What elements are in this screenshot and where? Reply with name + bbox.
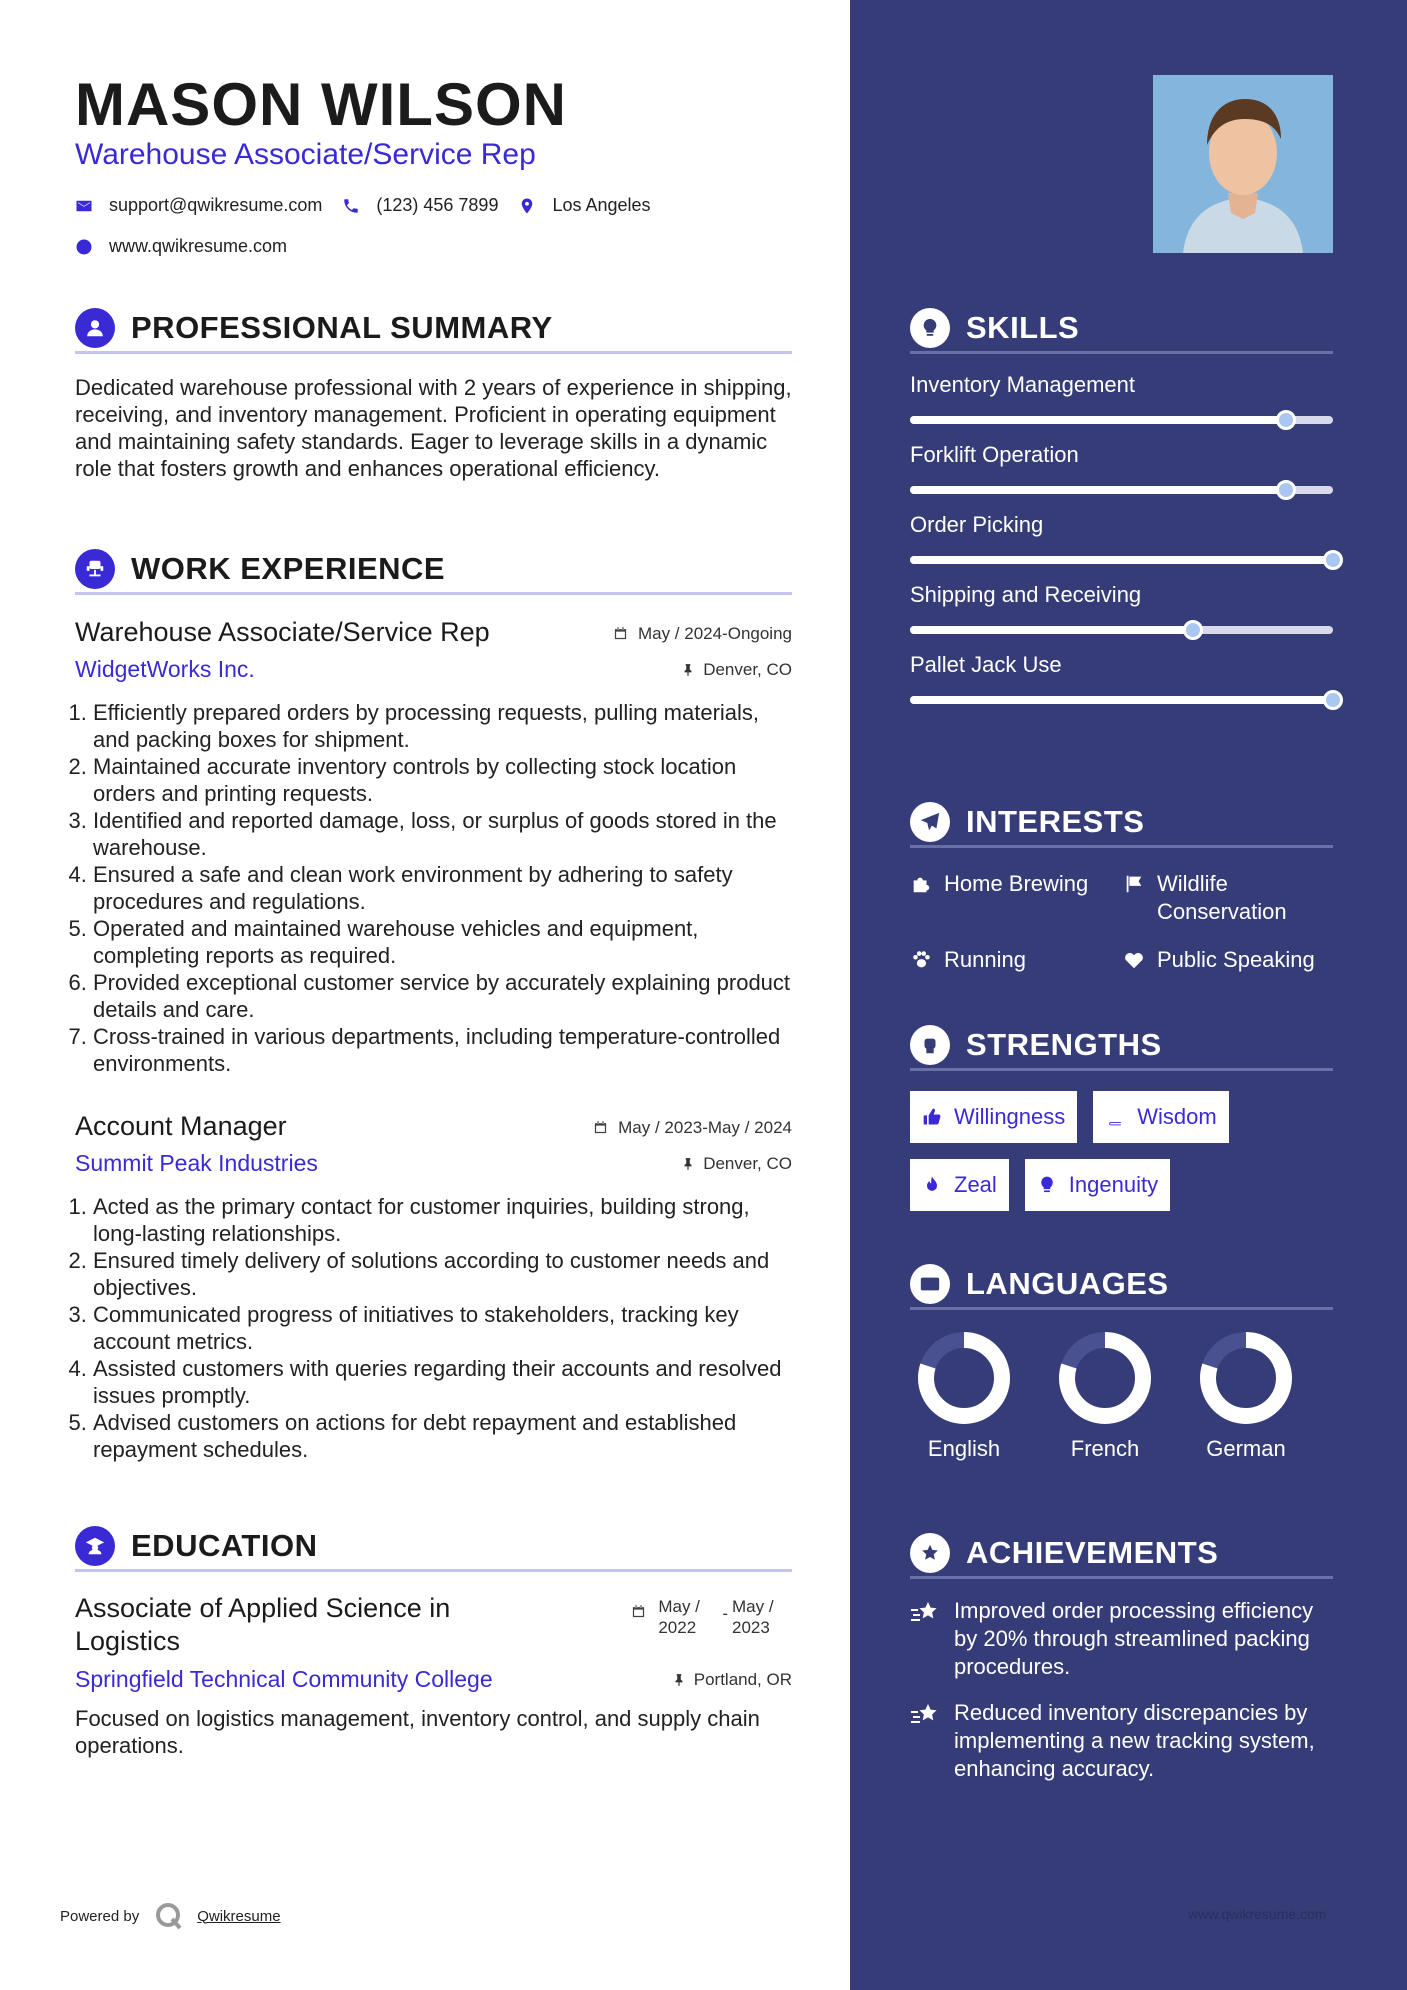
map-pin-icon [518, 197, 536, 215]
job-title: Warehouse Associate/Service Rep [75, 617, 490, 647]
qwikresume-logo-icon [155, 1902, 183, 1930]
summary-text: Dedicated warehouse professional with 2 years of experience in shipping, receiving, and inventory management. Proficient in operating equipment and maintaining safety standards. Eager to leverage skills in a dynamic role that fosters growth and enhances operational efficiency. [75, 375, 792, 481]
skill-level-marker [1276, 480, 1296, 500]
strength-tag: Wisdom [1093, 1091, 1228, 1143]
education-date-separator: - [722, 1604, 728, 1623]
achievements-title: ACHIEVEMENTS [966, 1534, 1219, 1570]
lightbulb-icon [910, 308, 950, 348]
email-text: support@qwikresume.com [109, 195, 323, 215]
duty-item: 5. Operated and maintained warehouse vehicles and equipment, completing reports as required. [93, 915, 792, 969]
languages-section [910, 1266, 1333, 1462]
calendar-icon [613, 626, 628, 641]
strength-tag: Willingness [910, 1091, 1077, 1143]
sidebar [850, 0, 1407, 1990]
calendar-icon [593, 1120, 608, 1135]
language-ring [1198, 1330, 1294, 1426]
location-item [518, 195, 650, 216]
languages-title: LANGUAGES [966, 1265, 1169, 1301]
star-badge-icon [910, 1533, 950, 1573]
duty-item: 1. Acted as the primary contact for customer inquiries, building strong, long-lasting relationships. [93, 1193, 792, 1247]
skill-bar [910, 626, 1333, 634]
interests-title: INTERESTS [966, 803, 1145, 839]
strengths-section [910, 1027, 1333, 1211]
job-title: Account Manager [75, 1111, 287, 1141]
translate-icon [910, 1264, 950, 1304]
job-location: Denver, CO [681, 1154, 792, 1174]
website-row [75, 236, 307, 257]
website-item[interactable] [75, 236, 287, 257]
strength-tag: Zeal [910, 1159, 1009, 1211]
language-item [1192, 1330, 1333, 1462]
interest-item: Public Speaking [1123, 946, 1333, 974]
powered-by [60, 1902, 281, 1930]
contact-row [75, 195, 671, 216]
strength-tag: Ingenuity [1025, 1159, 1170, 1211]
flag-icon [1123, 873, 1145, 895]
qwikresume-link[interactable]: Qwikresume [197, 1907, 281, 1925]
email-item[interactable] [75, 195, 322, 216]
language-name: English [927, 1436, 1001, 1461]
degree-name: Associate of Applied Science in Logistics [75, 1593, 451, 1656]
skill-bar-fill [910, 556, 1333, 564]
job-entry [75, 1111, 792, 1463]
job-entry [75, 617, 792, 1077]
thumbs-up-icon [922, 1107, 942, 1127]
strengths-tags [910, 1091, 1333, 1211]
skill-item [910, 582, 1333, 634]
pin-icon [681, 1157, 695, 1171]
fist-icon [910, 1025, 950, 1065]
strengths-title: STRENGTHS [966, 1026, 1162, 1062]
languages-list [910, 1330, 1333, 1462]
interest-item: Home Brewing [910, 870, 1123, 926]
duty-item: 2. Ensured timely delivery of solutions according to customer needs and objectives. [93, 1247, 792, 1301]
paw-icon [910, 949, 932, 971]
company-name: Summit Peak Industries [75, 1150, 318, 1176]
skill-label: Order Picking [910, 512, 1044, 537]
language-item [910, 1330, 1051, 1462]
experience-title: WORK EXPERIENCE [131, 550, 446, 586]
duty-item: 1. Efficiently prepared orders by processing requests, pulling materials, and packing boxes for shipment. [93, 699, 792, 753]
achievement-item: Reduced inventory discrepancies by implementing a new tracking system, enhancing accuracy. [910, 1699, 1333, 1783]
candidate-title: Warehouse Associate/Service Rep [75, 138, 536, 171]
achievements-section [910, 1535, 1333, 1783]
skills-heading [910, 310, 1333, 354]
strengths-heading [910, 1027, 1333, 1071]
duty-item: 4. Assisted customers with queries regarding their accounts and resolved issues promptly. [93, 1355, 792, 1409]
pin-icon [681, 663, 695, 677]
company-name: WidgetWorks Inc. [75, 656, 255, 682]
skill-bar-fill [910, 416, 1286, 424]
interests-grid [910, 870, 1333, 974]
phone-text: (123) 456 7899 [376, 195, 499, 215]
skills-list [910, 372, 1333, 704]
achievements-heading [910, 1535, 1333, 1579]
user-icon [75, 308, 115, 348]
achievement-item: Improved order processing efficiency by 20% through streamlined packing procedures. [910, 1597, 1333, 1681]
envelope-icon [75, 197, 93, 215]
summary-heading [75, 310, 792, 354]
skill-bar [910, 696, 1333, 704]
duty-item: 3. Communicated progress of initiatives to stakeholders, tracking key account metrics. [93, 1301, 792, 1355]
shooting-star-icon [910, 1702, 940, 1728]
interest-item: Wildlife Conservation [1123, 870, 1333, 926]
education-description: Focused on logistics management, inventory control, and supply chain operations. [75, 1706, 760, 1758]
education-title: EDUCATION [131, 1527, 318, 1563]
skill-level-marker [1276, 410, 1296, 430]
skill-label: Inventory Management [910, 372, 1136, 397]
duty-item: 3. Identified and reported damage, loss, or surplus of goods stored in the warehouse. [93, 807, 792, 861]
lightbulb-icon [1037, 1175, 1057, 1195]
education-end: May / 2023 [732, 1597, 774, 1637]
school-name: Springfield Technical Community College [75, 1666, 493, 1692]
interests-heading [910, 804, 1333, 848]
languages-heading [910, 1266, 1333, 1310]
skill-level-marker [1183, 620, 1203, 640]
phone-item[interactable] [342, 195, 498, 216]
skill-item [910, 652, 1333, 704]
skill-item [910, 512, 1333, 564]
duty-item: 5. Advised customers on actions for debt repayment and established repayment schedules. [93, 1409, 792, 1463]
interest-item: Running [910, 946, 1123, 974]
duty-list [75, 1193, 792, 1463]
skill-bar-fill [910, 626, 1193, 634]
skill-item [910, 372, 1333, 424]
job-dates: May / 2024-Ongoing [613, 624, 792, 644]
phone-icon [342, 197, 360, 215]
duty-item: 4. Ensured a safe and clean work environment by adhering to safety procedures and regulations. [93, 861, 792, 915]
job-dates: May / 2023-May / 2024 [593, 1118, 792, 1138]
skill-bar [910, 416, 1333, 424]
language-ring [1057, 1330, 1153, 1426]
book-icon [1105, 1107, 1125, 1127]
skill-level-marker [1323, 690, 1343, 710]
skill-bar [910, 486, 1333, 494]
education-start: May / 2022 [658, 1597, 700, 1637]
language-name: French [1070, 1436, 1140, 1461]
flame-icon [922, 1175, 942, 1195]
website-text: www.qwikresume.com [109, 236, 288, 256]
heartbeat-icon [1123, 949, 1145, 971]
puzzle-icon [910, 873, 932, 895]
powered-by-label: Powered by [60, 1907, 140, 1925]
education-heading [75, 1528, 792, 1572]
summary-title: PROFESSIONAL SUMMARY [131, 309, 553, 345]
graduate-icon [75, 1526, 115, 1566]
job-location: Denver, CO [681, 660, 792, 680]
skill-bar-fill [910, 486, 1286, 494]
language-ring [916, 1330, 1012, 1426]
duty-item: 2. Maintained accurate inventory controls by collecting stock location orders and printing requests. [93, 753, 792, 807]
shooting-star-icon [910, 1600, 940, 1626]
paper-plane-icon [910, 802, 950, 842]
skills-section [910, 310, 1333, 704]
skill-label: Shipping and Receiving [910, 582, 1142, 607]
duty-item: 7. Cross-trained in various departments, including temperature-controlled environments. [93, 1023, 792, 1077]
interests-section [910, 804, 1333, 974]
duty-list [75, 699, 792, 1077]
candidate-name: MASON WILSON [75, 71, 567, 138]
skill-bar [910, 556, 1333, 564]
school-location: Portland, OR [672, 1670, 792, 1690]
skills-title: SKILLS [966, 309, 1080, 345]
language-item [1051, 1330, 1192, 1462]
summary-section [75, 310, 792, 482]
skill-bar-fill [910, 696, 1333, 704]
profile-photo [1153, 75, 1333, 253]
skill-label: Forklift Operation [910, 442, 1079, 467]
education-dates [631, 1596, 792, 1638]
language-name: German [1206, 1436, 1286, 1461]
pin-icon [672, 1673, 686, 1687]
location-text: Los Angeles [552, 195, 651, 215]
skill-item [910, 442, 1333, 494]
skill-level-marker [1323, 550, 1343, 570]
globe-icon [75, 238, 93, 256]
skill-label: Pallet Jack Use [910, 652, 1062, 677]
office-chair-icon [75, 549, 115, 589]
experience-heading [75, 551, 792, 595]
experience-section [75, 551, 792, 1463]
education-section [75, 1528, 792, 1759]
calendar-icon [631, 1604, 646, 1619]
footer-site[interactable]: www.qwikresume.com [1188, 1906, 1327, 1922]
duty-item: 6. Provided exceptional customer service by accurately explaining product details and care. [93, 969, 792, 1023]
